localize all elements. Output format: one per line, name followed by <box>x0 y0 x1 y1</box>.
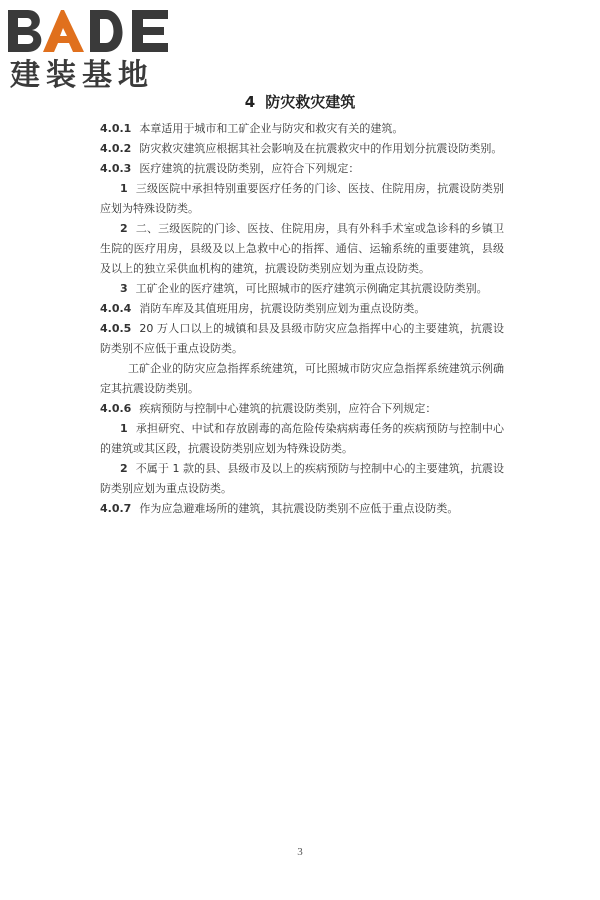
item-number: 1 <box>120 422 128 435</box>
item-text: 工矿企业的医疗建筑，可比照城市的医疗建筑示例确定其抗震设防类别。 <box>135 282 488 295</box>
item-text: 三级医院中承担特别重要医疗任务的门诊、医技、住院用房，抗震设防类别应划为特殊设防类。 <box>100 182 504 215</box>
item-number: 3 <box>120 282 128 295</box>
clause-text: 防灾救灾建筑应根据其社会影响及在抗震救灾中的作用划分抗震设防类别。 <box>139 142 503 155</box>
chapter-title-text: 防灾救灾建筑 <box>265 93 356 111</box>
page-number: 3 <box>297 846 303 858</box>
item-text: 二、三级医院的门诊、医技、住院用房，具有外科手术室或急诊科的乡镇卫生院的医疗用房，县级及以上急救中心的指挥、通信、运输系统的重要建筑，县级及以上的独立采供血机构的建筑，抗震设防类别应划为重点设防类。 <box>100 222 504 275</box>
clause-4-0-4 <box>100 299 504 319</box>
clause-number: 4.0.6 <box>100 402 132 415</box>
clause-text: 作为应急避难场所的建筑，其抗震设防类别不应低于重点设防类。 <box>139 502 459 515</box>
item-number: 2 <box>120 462 128 475</box>
clause-4-0-7 <box>100 499 504 519</box>
clause-4-0-6-item-2 <box>100 459 504 499</box>
clause-text: 本章适用于城市和工矿企业与防灾和救灾有关的建筑。 <box>139 122 404 135</box>
clause-4-0-5-note <box>100 359 504 399</box>
clause-number: 4.0.1 <box>100 122 132 135</box>
bade-logo <box>6 6 176 98</box>
clause-text: 消防车库及其值班用房，抗震设防类别应划为重点设防类。 <box>139 302 426 315</box>
clause-number: 4.0.2 <box>100 142 132 155</box>
item-number: 2 <box>120 222 128 235</box>
clause-4-0-3-item-1 <box>100 179 504 219</box>
chapter-title <box>0 92 600 112</box>
chapter-number: 4 <box>244 93 256 111</box>
clause-number: 4.0.3 <box>100 162 132 175</box>
clause-text: 疾病预防与控制中心建筑的抗震设防类别，应符合下列规定： <box>139 402 437 415</box>
clause-text: 工矿企业的防灾应急指挥系统建筑，可比照城市防灾应急指挥系统建筑示例确定其抗震设防类别。 <box>100 362 504 395</box>
clause-number: 4.0.4 <box>100 302 132 315</box>
clause-number: 4.0.5 <box>100 322 132 335</box>
clause-4-0-3-item-3 <box>100 279 504 299</box>
clause-4-0-2 <box>100 139 504 159</box>
clause-text: 20 万人口以上的城镇和县及县级市防灾应急指挥中心的主要建筑，抗震设防类别不应低于重点设防类。 <box>100 322 504 355</box>
clause-4-0-6-item-1 <box>100 419 504 459</box>
clause-text: 医疗建筑的抗震设防类别，应符合下列规定： <box>139 162 360 175</box>
clause-4-0-5 <box>100 319 504 359</box>
document-body <box>100 119 504 519</box>
clause-4-0-3 <box>100 159 504 179</box>
clause-number: 4.0.7 <box>100 502 132 515</box>
clause-4-0-1 <box>100 119 504 139</box>
bade-wordmark-logo <box>6 6 172 56</box>
clause-4-0-3-item-2 <box>100 219 504 279</box>
item-text: 不属于 1 款的县、县级市及以上的疾病预防与控制中心的主要建筑，抗震设防类别应划为重点设防类。 <box>100 462 504 495</box>
clause-4-0-6 <box>100 399 504 419</box>
item-text: 承担研究、中试和存放剧毒的高危险传染病病毒任务的疾病预防与控制中心的建筑或其区段，抗震设防类别应划为特殊设防类。 <box>100 422 504 455</box>
item-number: 1 <box>120 182 128 195</box>
logo-tagline: 建装基地 <box>10 58 154 93</box>
